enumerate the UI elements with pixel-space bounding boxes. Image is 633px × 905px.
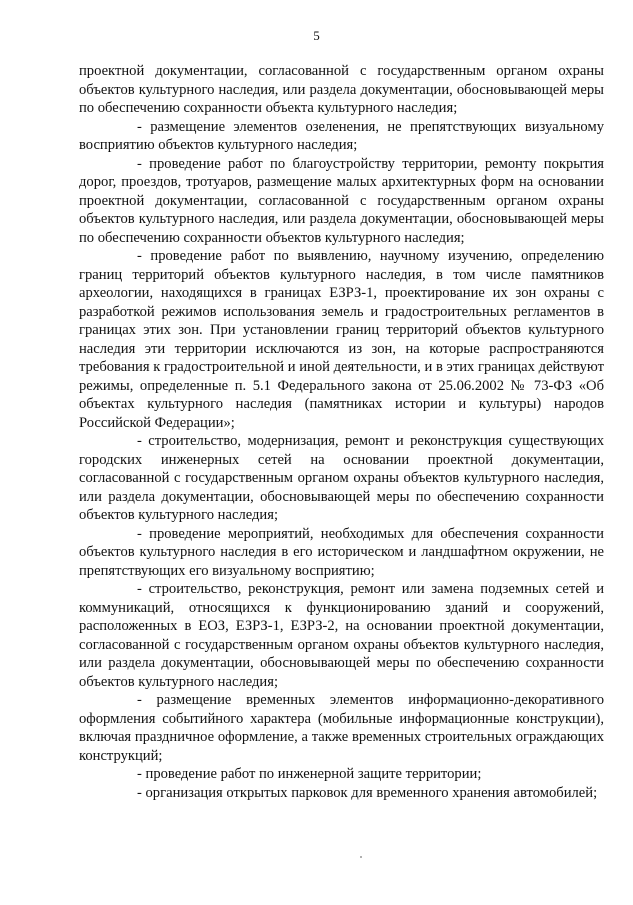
paragraph-underground-networks: - строительство, реконструкция, ремонт или замена подземных сетей и коммуникаций, относящихся к функционированию зданий и сооружений, расположенных в ЕОЗ, ЕЗРЗ-1, ЕЗРЗ-2, на основании проектной документации, согласованной с государственным органом охраны объектов культурного наследия, или раздела документации, обосновывающей меры по обеспечению сохранности объектов культурного наследия; (79, 581, 604, 690)
paragraph-improvement-works: - проведение работ по благоустройству территории, ремонту покрытия дорог, проездов, тротуаров, размещение малых архитектурных форм на основании проектной документации, согласованной с государственным органом охраны объектов культурного наследия, или раздела документации, обосновывающей меры по обеспечению сохранности объектов культурного наследия; (79, 155, 604, 246)
paragraph-continuation: проектной документации, согласованной с государственным органом охраны объектов культурного наследия, или раздела документации, обосновывающей меры по обеспечению сохранности объекта культурного наследия; (79, 63, 604, 116)
paragraph-utility-networks: - строительство, модернизация, ремонт и реконструкция существующих городских инженерных сетей на основании проектной документации, согласованной с государственным органом охраны объектов культурного наследия, или раздела документации, обосновывающей меры по обеспечению сохранности объектов культурного наследия; (79, 433, 604, 523)
paragraph-archaeology-works: - проведение работ по выявлению, научному изучению, определению границ территорий объектов культурного наследия, в том числе памятников археологии, находящихся в границах ЕЗРЗ-1, проектирование их зон охраны с разработкой режимов использования земель и градостроительных регламентов в границах этих зон. При установлении границ территорий объектов культурного наследия эти территории исключаются из зон, на которые распространяются требования к градостроительной и иной деятельности, и в этих границах действуют режимы, определенные п. 5.1 Федерального закона от 25.06.2002 № 73-ФЗ «Об объектах культурного наследия (памятниках истории и культуры) народов Российской Федерации»; (79, 248, 604, 431)
paragraph-engineering-protection: - проведение работ по инженерной защите территории; (137, 766, 482, 782)
document-body (79, 62, 604, 802)
paragraph-temporary-decor: - размещение временных элементов информационно-декоративного оформления событийного характера (мобильные информационные конструкции), включая праздничное оформление, а также временных строительных ограждающих конструкций; (79, 692, 604, 764)
scan-speck (360, 856, 362, 858)
page-number: 5 (313, 28, 320, 43)
paragraph-parking: - организация открытых парковок для временного хранения автомобилей; (137, 784, 598, 801)
paragraph-landscaping: - размещение элементов озеленения, не препятствующих визуальному восприятию объектов культурного наследия; (79, 118, 604, 153)
paragraph-preservation-measures: - проведение мероприятий, необходимых для обеспечения сохранности объектов культурного наследия в его историческом и ландшафтном окружении, не препятствующих его визуальному восприятию; (79, 525, 604, 579)
